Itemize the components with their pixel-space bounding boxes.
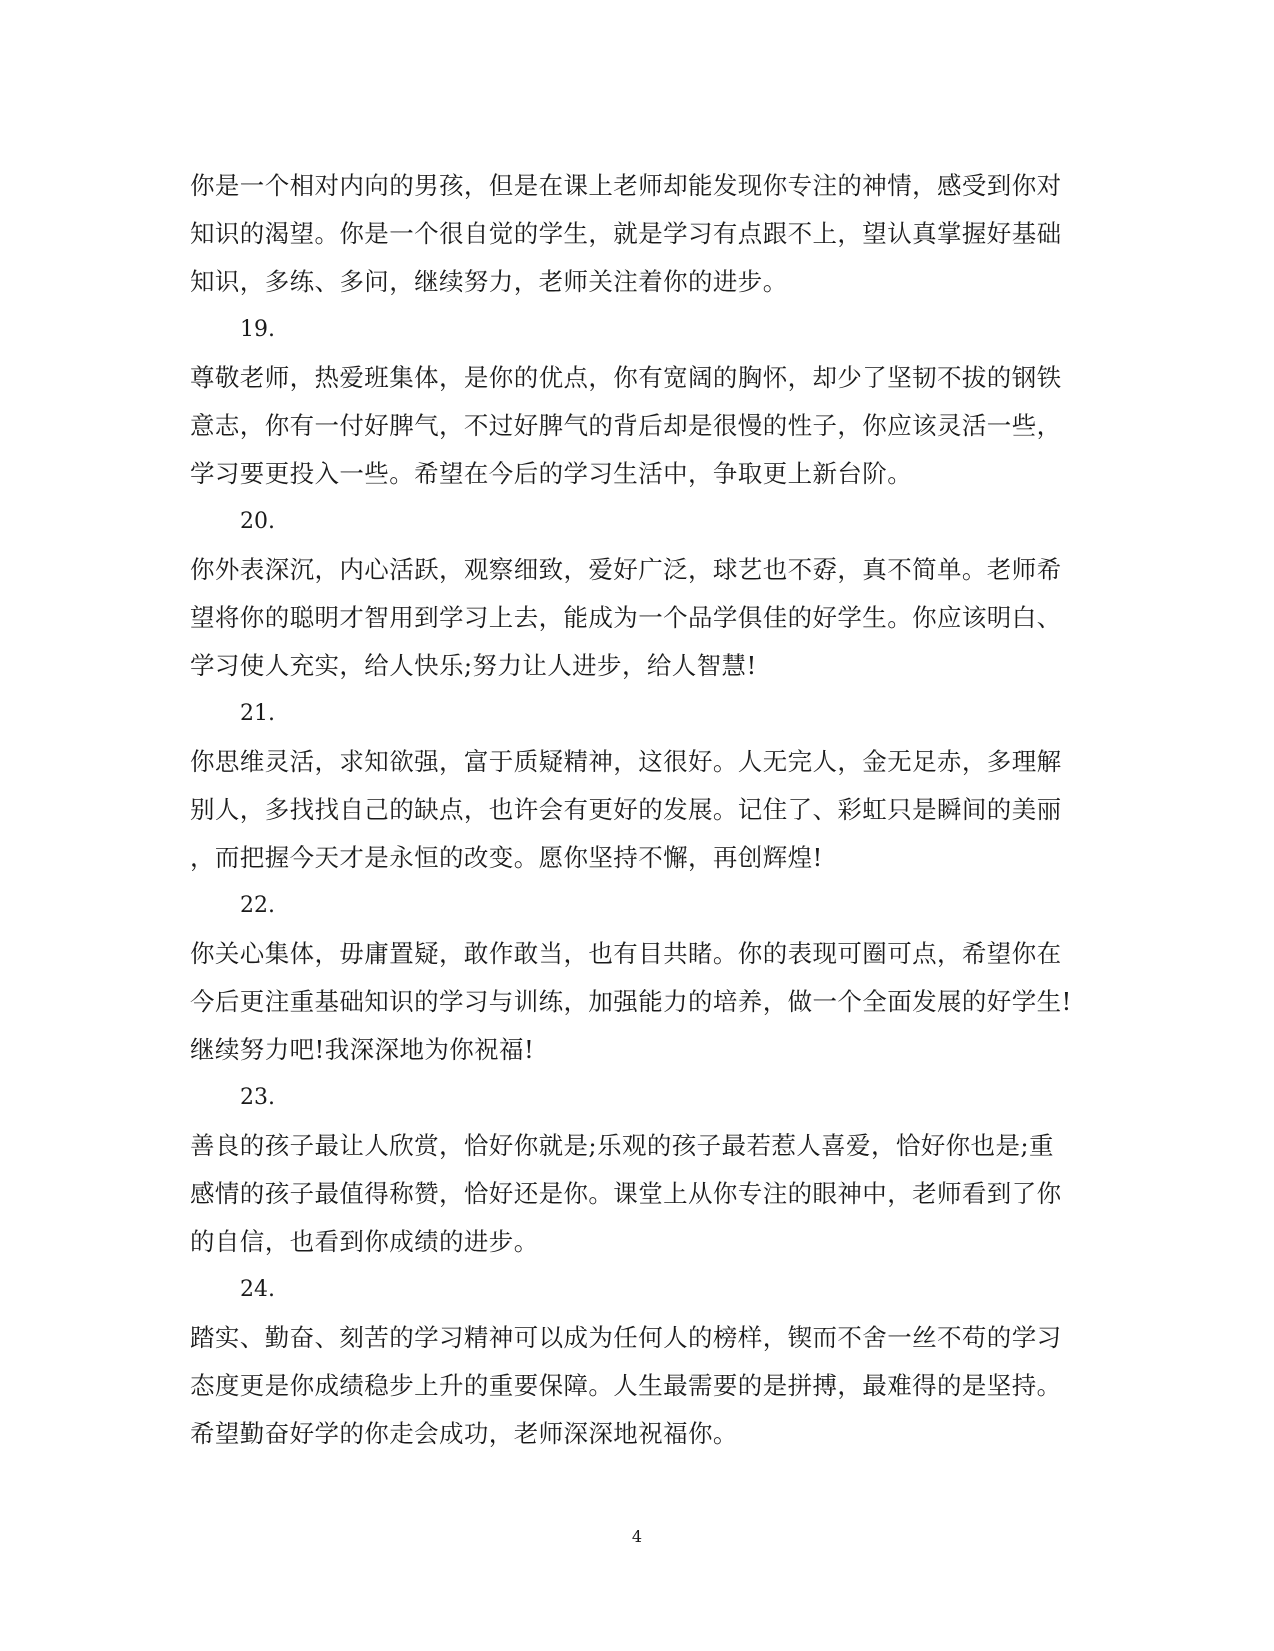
comment-paragraph [190,882,1080,1074]
document-body [190,162,1080,1458]
text-line: 继续努力吧!我深深地为你祝福! [190,1035,535,1064]
comment-paragraph [190,690,1080,882]
text-line: 知识的渴望。你是一个很自觉的学生，就是学习有点跟不上，望认真掌握好基础 [190,219,1062,248]
item-number: 23. [240,1085,275,1110]
text-line: ，而把握今天才是永恒的改变。愿你坚持不懈，再创辉煌! [190,843,823,872]
text-line: 的自信，也看到你成绩的进步。 [190,1227,539,1256]
text-line: 学习要更投入一些。希望在今后的学习生活中，争取更上新台阶。 [190,459,913,488]
text-line: 你关心集体，毋庸置疑，敢作敢当，也有目共睹。你的表现可圈可点，希望你在 [190,939,1062,968]
item-number: 21. [240,701,275,726]
text-line: 尊敬老师，热爱班集体，是你的优点，你有宽阔的胸怀，却少了坚韧不拔的钢铁 [190,363,1062,392]
item-number: 19. [240,317,275,342]
item-number: 20. [240,509,275,534]
item-number: 24. [240,1277,275,1302]
comment-paragraph [190,162,1080,306]
text-line: 希望勤奋好学的你走会成功，老师深深地祝福你。 [190,1419,738,1448]
text-line: 态度更是你成绩稳步上升的重要保障。人生最需要的是拼搏，最难得的是坚持。 [190,1371,1062,1400]
text-line: 善良的孩子最让人欣赏，恰好你就是;乐观的孩子最若惹人喜爱，恰好你也是;重 [190,1131,1054,1160]
text-line: 意志，你有一付好脾气，不过好脾气的背后却是很慢的性子，你应该灵活一些， [190,411,1062,440]
text-line: 踏实、勤奋、刻苦的学习精神可以成为任何人的榜样，锲而不舍一丝不苟的学习 [190,1323,1062,1352]
text-line: 学习使人充实，给人快乐;努力让人进步，给人智慧! [190,651,757,680]
comment-paragraph [190,498,1080,690]
comment-paragraph [190,1074,1080,1266]
comment-paragraph [190,306,1080,498]
text-line: 别人，多找找自己的缺点，也许会有更好的发展。记住了、彩虹只是瞬间的美丽 [190,795,1062,824]
text-line: 感情的孩子最值得称赞，恰好还是你。课堂上从你专注的眼神中，老师看到了你 [190,1179,1062,1208]
text-line: 你思维灵活，求知欲强，富于质疑精神，这很好。人无完人，金无足赤，多理解 [190,747,1062,776]
text-line: 望将你的聪明才智用到学习上去，能成为一个品学俱佳的好学生。你应该明白、 [190,603,1062,632]
comment-paragraph [190,1266,1080,1458]
item-number: 22. [240,893,275,918]
text-line: 你外表深沉，内心活跃，观察细致，爱好广泛，球艺也不孬，真不简单。老师希 [190,555,1062,584]
text-line: 你是一个相对内向的男孩，但是在课上老师却能发现你专注的神情，感受到你对 [190,171,1062,200]
text-line: 今后更注重基础知识的学习与训练，加强能力的培养，做一个全面发展的好学生! [190,987,1072,1016]
text-line: 知识，多练、多问，继续努力，老师关注着你的进步。 [190,267,788,296]
page-number: 4 [631,1527,643,1546]
